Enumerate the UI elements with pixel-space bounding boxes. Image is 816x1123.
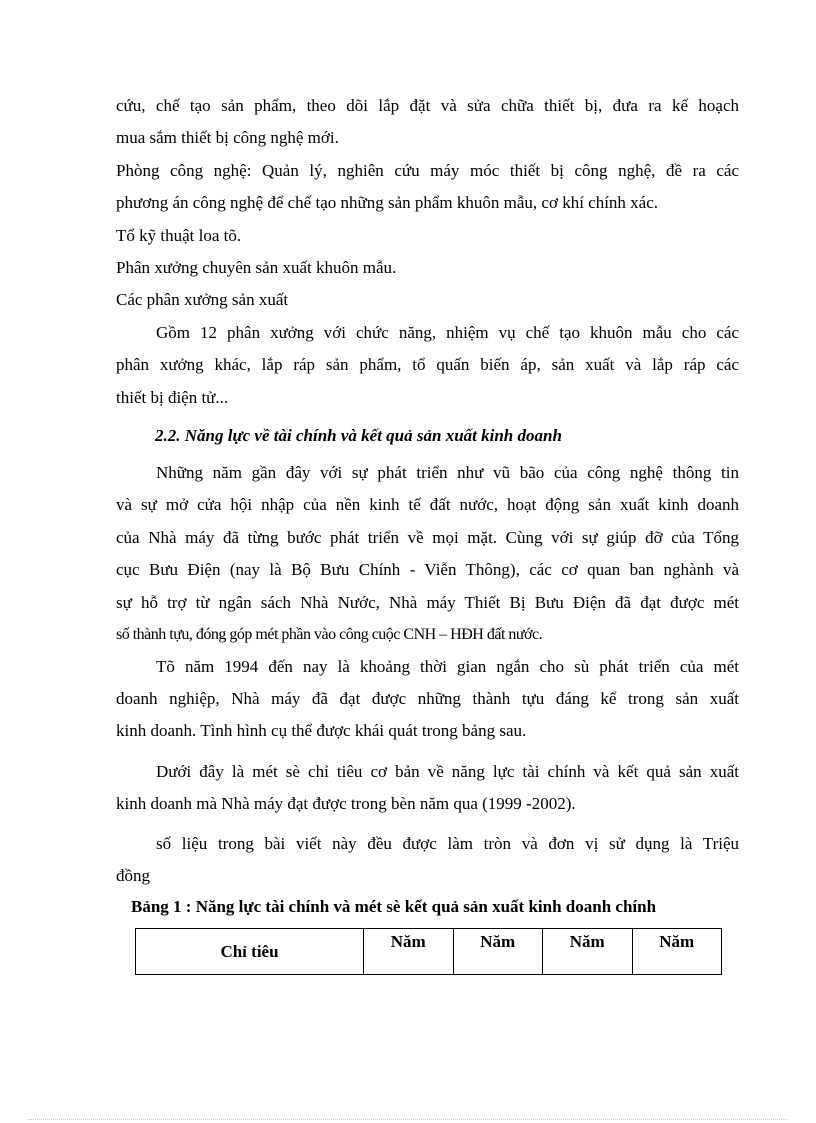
paragraph-line: đồng xyxy=(116,866,150,885)
paragraph-line: cục Bưu Điện (nay là Bộ Bưu Chính - Viễn Thông), các cơ quan ban nghành và xyxy=(116,560,739,579)
paragraph-line: Các phân xưởng sản xuất xyxy=(116,290,289,309)
table-header-cell: Năm xyxy=(453,929,543,975)
table-header-cell: Chỉ tiêu xyxy=(136,929,364,975)
paragraph-line: Những năm gần đây với sự phát triển như vũ bão của công nghệ thông tin xyxy=(156,463,739,482)
paragraph-line: doanh nghiệp, Nhà máy đã đạt được những thành tựu đáng kể trong sản xuất xyxy=(116,689,739,708)
section-heading: 2.2. Năng lực về tài chính và kết quả sản xuất kinh doanh xyxy=(155,426,562,445)
paragraph-line: số liệu trong bài viết này đều được làm tròn và đơn vị sử dụng là Triệu xyxy=(156,834,739,853)
paragraph-line: và sự mở cửa hội nhập của nền kinh tế đất nước, hoạt động sản xuất kinh doanh xyxy=(116,495,739,514)
paragraph-line: sự hỗ trợ từ ngân sách Nhà Nước, Nhà máy Thiết Bị Bưu Điện đã đạt được mét xyxy=(116,593,739,612)
table-caption: Bảng 1 : Năng lực tài chính và mét sè kết quả sản xuất kinh doanh chính xyxy=(131,897,657,916)
table-header-row xyxy=(136,929,722,975)
paragraph-line: số thành tựu, đóng góp mét phần vào công cuộc CNH – HĐH đất nước. xyxy=(116,626,543,643)
paragraph-line: Phân xưởng chuyên sản xuất khuôn mẫu. xyxy=(116,258,397,277)
paragraph-line: Dưới đây là mét sè chỉ tiêu cơ bản về năng lực tài chính và kết quả sản xuất xyxy=(156,762,739,781)
paragraph-line: phương án công nghệ để chế tạo những sản phẩm khuôn mẫu, cơ khí chính xác. xyxy=(116,193,659,212)
paragraph-line: thiết bị điện tử... xyxy=(116,388,229,407)
paragraph-line: mua sắm thiết bị công nghệ mới. xyxy=(116,128,339,147)
paragraph-line: kinh doanh mà Nhà máy đạt được trong bèn năm qua (1999 -2002). xyxy=(116,794,576,813)
paragraph-line: Tổ kỹ thuật loa tõ. xyxy=(116,226,242,245)
paragraph-line: Phòng công nghệ: Quản lý, nghiên cứu máy móc thiết bị công nghệ, đề ra các xyxy=(116,161,739,180)
paragraph-line: cứu, chế tạo sản phẩm, theo dõi lắp đặt và sửa chữa thiết bị, đưa ra kế hoạch xyxy=(116,96,739,115)
paragraph-line: phân xưởng khác, lắp ráp sản phẩm, tổ quấn biến áp, sản xuất và lắp ráp các xyxy=(116,355,739,374)
paragraph-line: kinh doanh. Tình hình cụ thể được khái quát trong bảng sau. xyxy=(116,721,527,740)
paragraph-line: Gồm 12 phân xưởng với chức năng, nhiệm vụ chế tạo khuôn mẫu cho các xyxy=(156,323,739,342)
table-header-cell: Năm xyxy=(632,929,722,975)
paragraph-line: Tõ năm 1994 đến nay là khoảng thời gian ngắn cho sù phát triển của mét xyxy=(156,657,739,676)
table-header-cell: Năm xyxy=(364,929,454,975)
financial-table xyxy=(135,928,722,975)
paragraph-line: của Nhà máy đã từng bước phát triển về mọi mặt. Cùng với sự giúp đỡ của Tổng xyxy=(116,528,739,547)
table-header-cell: Năm xyxy=(543,929,633,975)
page-bottom-divider xyxy=(28,1119,788,1120)
